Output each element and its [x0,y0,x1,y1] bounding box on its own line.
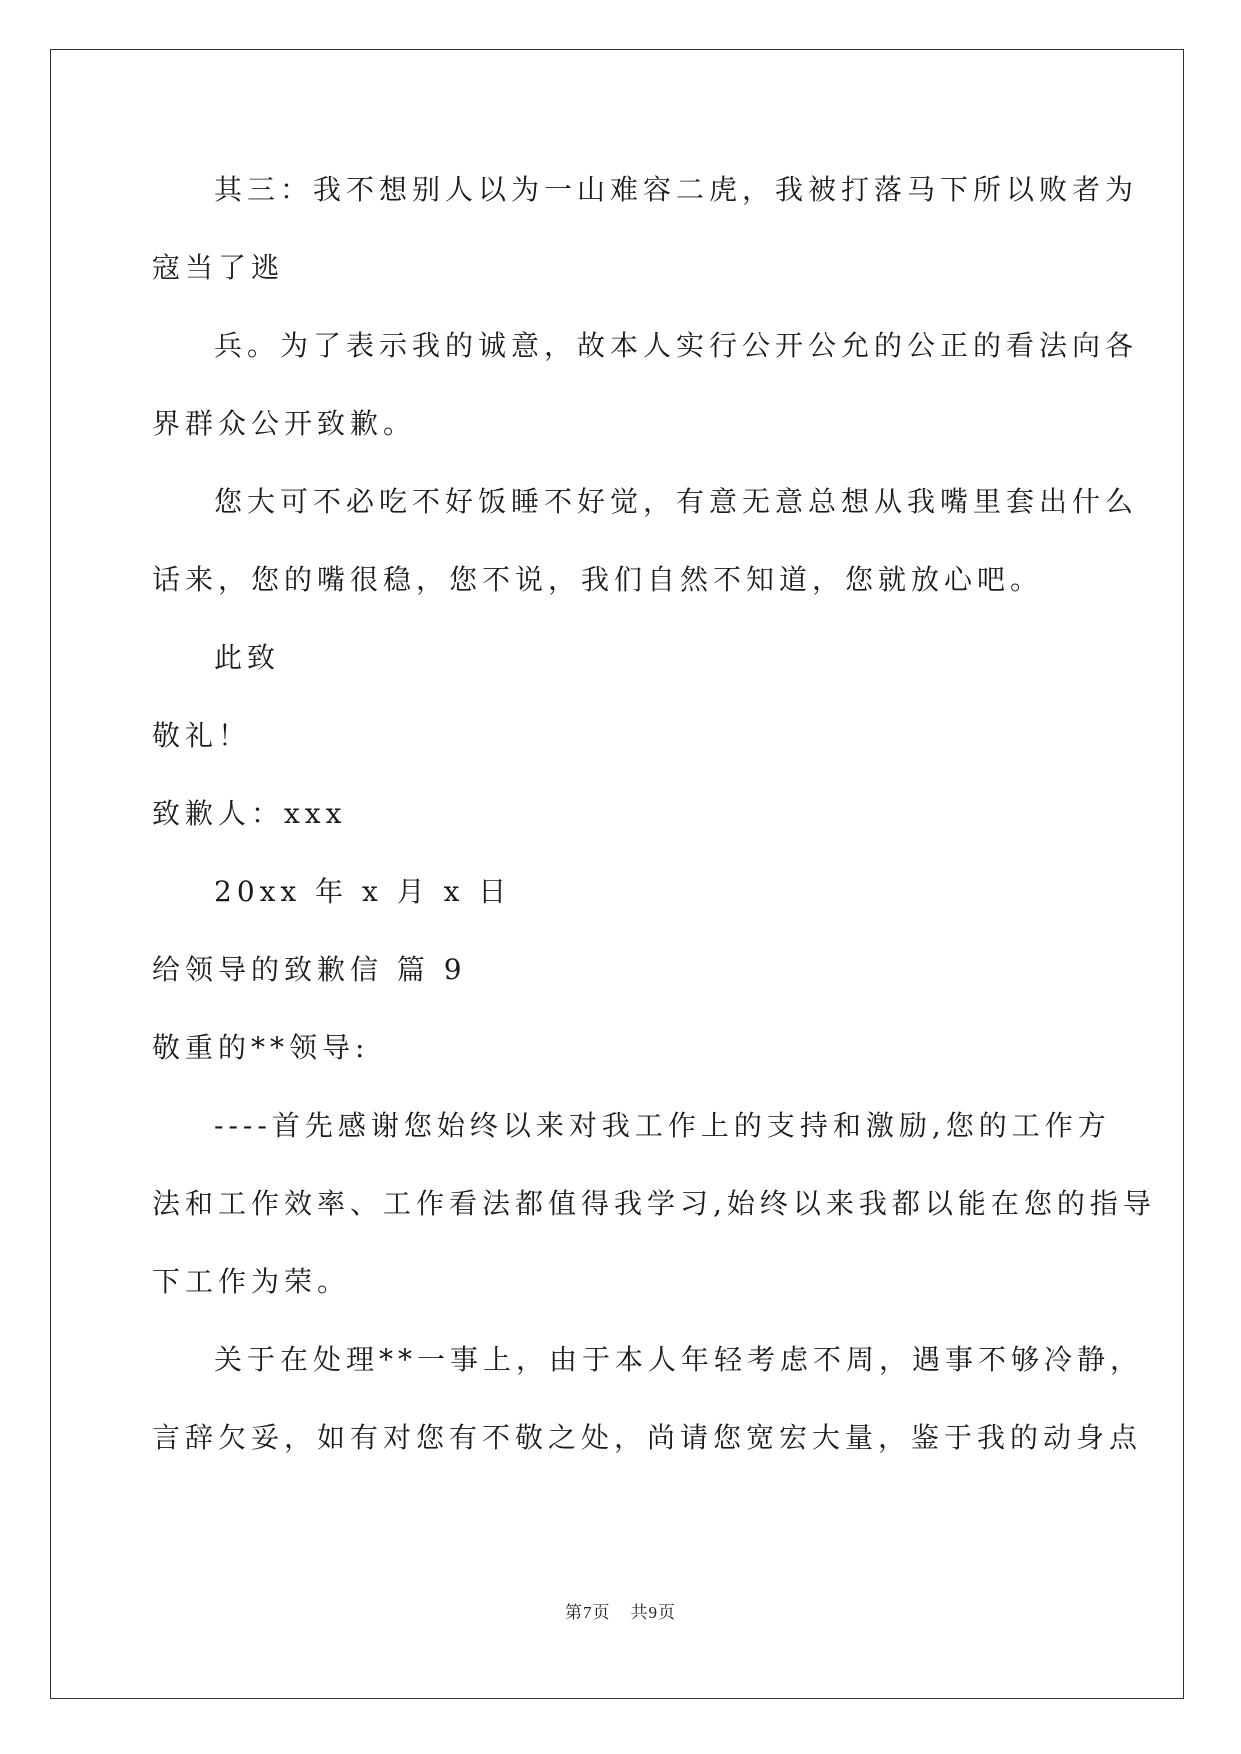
page-number-current: 第7页 [565,1603,611,1622]
letter-greeting: 敬重的**领导: [152,1031,370,1064]
page-number-total: 共9页 [630,1603,676,1622]
section-heading: 给领导的致歉信 篇 9 [152,953,467,986]
paragraph-line: 关于在处理**一事上，由于本人年轻考虑不周，遇事不够冷静， [214,1343,1144,1376]
paragraph-line: ----首先感谢您始终以来对我工作上的支持和激励,您的工作方 [214,1109,1111,1142]
document-body [152,160,1156,1486]
paragraph-line: 法和工作效率、工作看法都值得我学习,始终以来我都以能在您的指导 [152,1187,1156,1220]
paragraph-line: 下工作为荣。 [152,1265,351,1298]
page-footer [0,1598,1241,1623]
signature-line: 致歉人：xxx [152,797,347,830]
paragraph-line: 话来，您的嘴很稳，您不说，我们自然不知道，您就放心吧。 [152,563,1044,596]
closing-salutation: 此致 [214,641,281,674]
paragraph-line: 言辞欠妥，如有对您有不敬之处，尚请您宽宏大量，鉴于我的动身点 [152,1421,1143,1454]
paragraph-line: 其三：我不想别人以为一山难容二虎，我被打落马下所以败者为 [214,173,1139,206]
closing-regards: 敬礼！ [152,719,252,752]
paragraph-line: 界群众公开致歉。 [152,407,417,440]
date-line: 20xx 年 x 月 x 日 [214,875,512,908]
paragraph-line: 您大可不必吃不好饭睡不好觉，有意无意总想从我嘴里套出什么 [214,485,1139,518]
paragraph-line: 兵。为了表示我的诚意，故本人实行公开公允的公正的看法向各 [214,329,1139,362]
paragraph-line: 寇当了逃 [152,251,285,284]
